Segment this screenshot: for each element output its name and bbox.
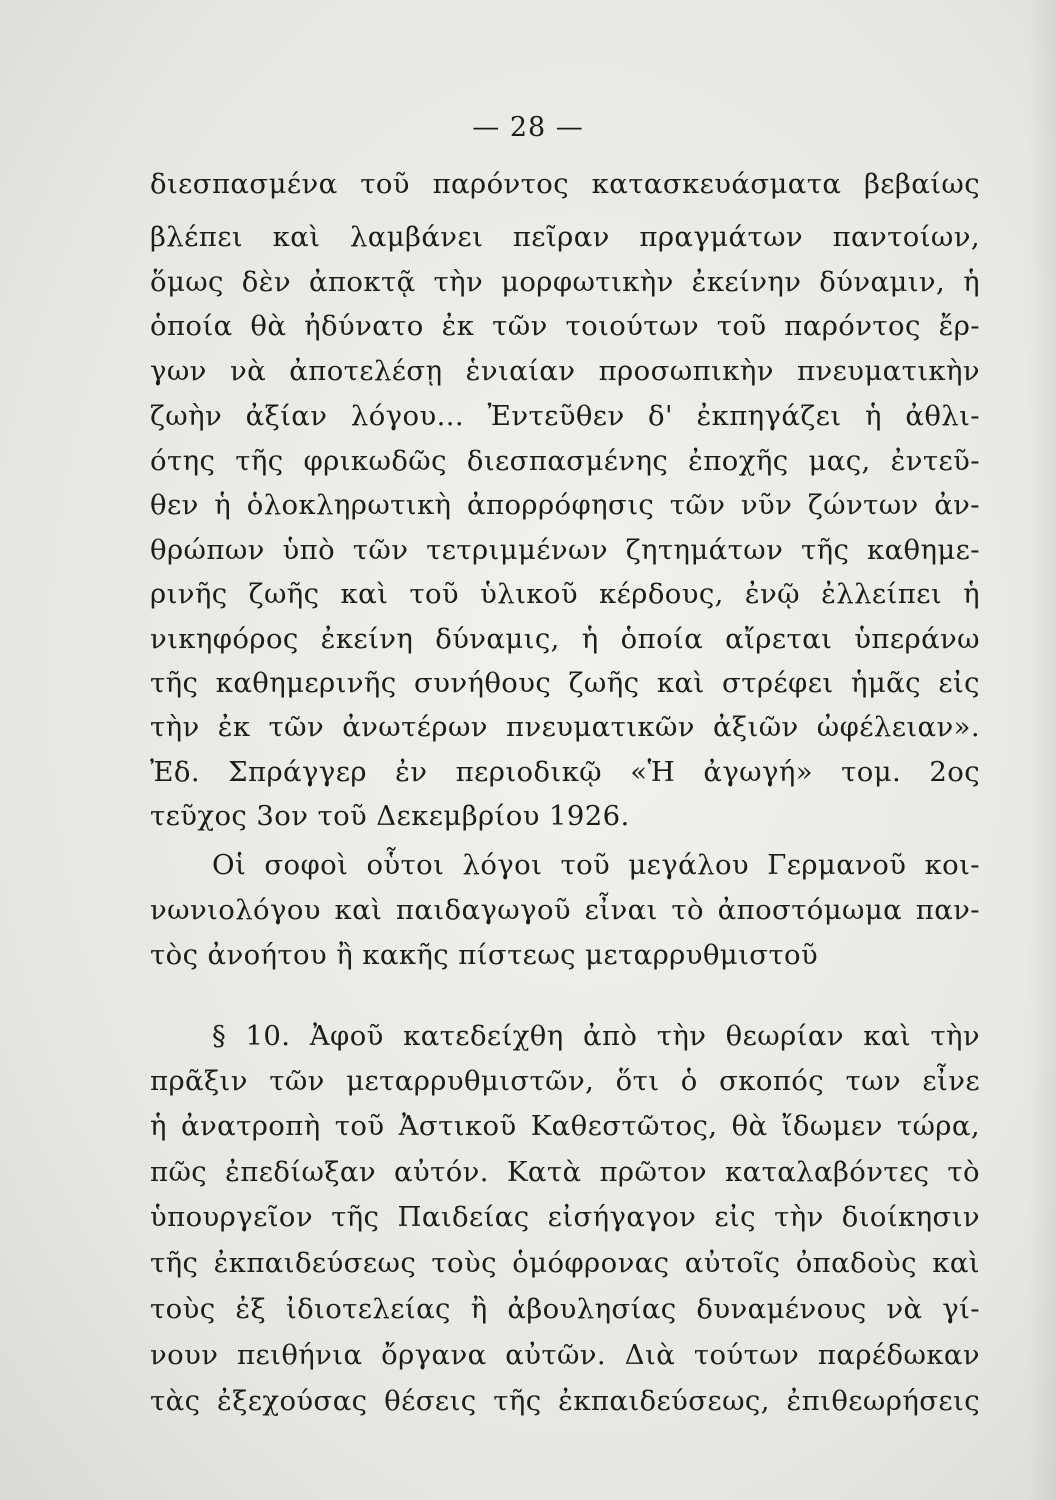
text-line: θεν ἡ ὁλοκληρωτικὴ ἀπορρόφησις τῶν νῦν ζώντων ἀν- [150, 489, 980, 521]
text-line: διεσπασμένα τοῦ παρόντος κατασκευάσματα βεβαίως [150, 168, 980, 200]
text-line: πρᾶξιν τῶν μεταρρυθμιστῶν, ὅτι ὁ σκοπός των εἶνε [150, 1065, 980, 1097]
text-line: νικηφόρος ἐκείνη δύναμις, ἡ ὁποία αἴρεται ὑπεράνω [150, 623, 980, 655]
section-heading-line: § 10. Ἀφοῦ κατεδείχθη ἀπὸ τὴν θεωρίαν καὶ τὴν [212, 1020, 980, 1052]
text-line: τῆς ἐκπαιδεύσεως τοὺς ὁμόφρονας αὐτοῖς ὀπαδοὺς καὶ [150, 1247, 980, 1279]
text-line: θρώπων ὑπὸ τῶν τετριμμένων ζητημάτων τῆς καθημε- [150, 534, 980, 566]
page-number: — 28 — [472, 112, 584, 143]
text-line: ζωὴν ἀξίαν λόγου... Ἐντεῦθεν δ' ἐκπηγάζει ἡ ἀθλι- [150, 400, 980, 432]
text-line: τὸς ἀνοήτου ἢ κακῆς πίστεως μεταρρυθμιστοῦ [150, 939, 819, 971]
citation-line: Ἐδ. Σπράγγερ ἐν περιοδικῷ «Ἡ ἀγωγή» τομ. 2ος [150, 756, 980, 788]
text-line: ὑπουργεῖον τῆς Παιδείας εἰσήγαγον εἰς τὴν διοίκησιν [150, 1201, 980, 1233]
text-line: ὅμως δὲν ἀποκτᾷ τὴν μορφωτικὴν ἐκείνην δύναμιν, ἡ [150, 266, 980, 298]
text-line: ἡ ἀνατροπὴ τοῦ Ἀστικοῦ Καθεστῶτος, θὰ ἴδωμεν τώρα, [150, 1110, 980, 1142]
page-edge-shadow [1028, 0, 1056, 1500]
text-line: ρινῆς ζωῆς καὶ τοῦ ὑλικοῦ κέρδους, ἐνῷ ἐλλείπει ἡ [150, 578, 980, 610]
citation-line: τεῦχος 3ον τοῦ Δεκεμβρίου 1926. [150, 800, 630, 832]
text-line: βλέπει καὶ λαμβάνει πεῖραν πραγμάτων παντοίων, [150, 221, 980, 253]
text-line: τοὺς ἐξ ἰδιοτελείας ἢ ἀβουλησίας δυναμένους νὰ γί- [150, 1293, 980, 1325]
text-line: ότης τῆς φρικωδῶς διεσπασμένης ἐποχῆς μας, ἐντεῦ- [150, 445, 980, 477]
text-line: νουν πειθήνια ὄργανα αὐτῶν. Διὰ τούτων παρέδωκαν [150, 1339, 980, 1371]
text-line: πῶς ἐπεδίωξαν αὐτόν. Κατὰ πρῶτον καταλαβόντες τὸ [150, 1156, 980, 1188]
text-line: γων νὰ ἀποτελέσῃ ἑνιαίαν προσωπικὴν πνευματικὴν [150, 355, 980, 387]
text-line: τῆς καθημερινῆς συνήθους ζωῆς καὶ στρέφει ἡμᾶς εἰς [150, 667, 980, 699]
text-line: νωνιολόγου καὶ παιδαγωγοῦ εἶναι τὸ ἀποστόμωμα παν- [150, 894, 980, 926]
text-line: τὰς ἐξεχούσας θέσεις τῆς ἐκπαιδεύσεως, ἐπιθεωρήσεις [150, 1385, 980, 1417]
text-line: τὴν ἐκ τῶν ἀνωτέρων πνευματικῶν ἀξιῶν ὠφέλειαν». [150, 711, 980, 743]
text-line: Οἱ σοφοὶ οὗτοι λόγοι τοῦ μεγάλου Γερμανοῦ κοι- [212, 849, 980, 881]
text-line: ὁποία θὰ ἠδύνατο ἐκ τῶν τοιούτων τοῦ παρόντος ἔρ- [150, 310, 980, 342]
